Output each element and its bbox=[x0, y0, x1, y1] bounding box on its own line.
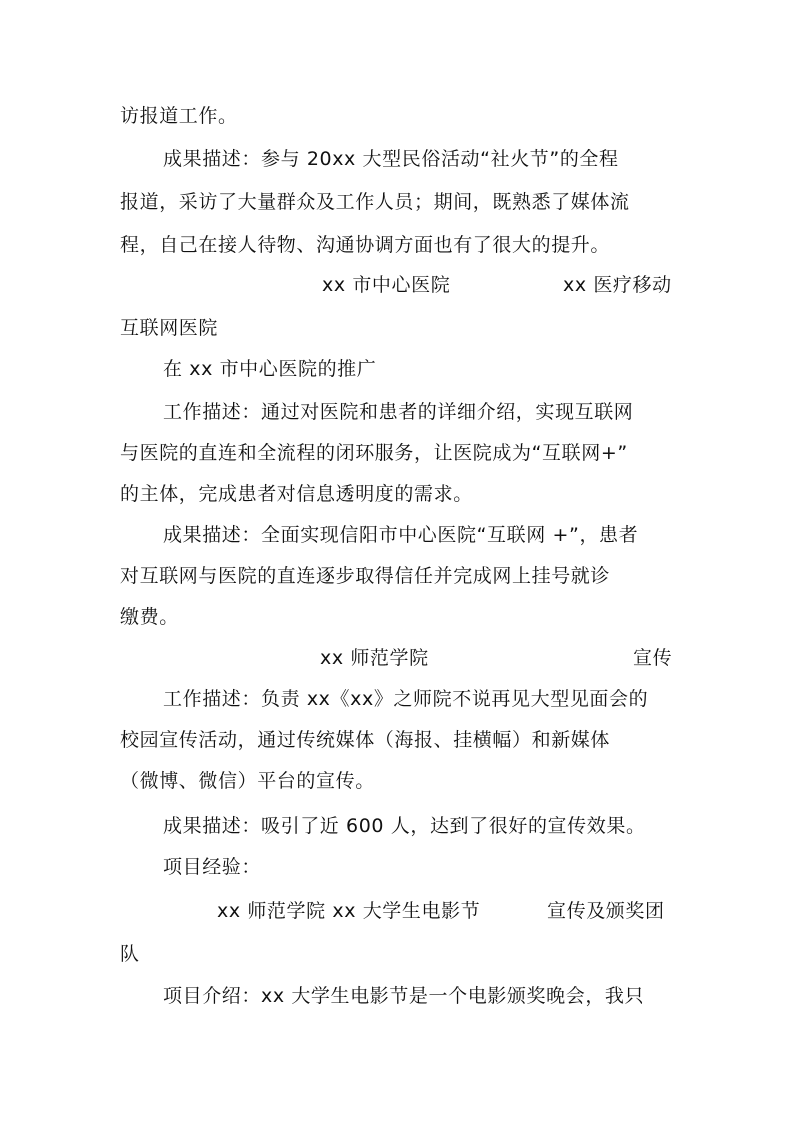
text-line: 对互联网与医院的直连逐步取得信任并完成网上挂号就诊 bbox=[120, 565, 611, 587]
text-line: 工作描述：通过对医院和患者的详细介绍，实现互联网 bbox=[163, 401, 634, 423]
text-line: xx 师范学院 xx 大学生电影节 bbox=[217, 900, 481, 922]
text-line: 报道，采访了大量群众及工作人员；期间，既熟悉了媒体流 bbox=[120, 191, 630, 213]
text-line: 项目经验： bbox=[163, 856, 262, 878]
text-line: 宣传及颁奖团 bbox=[547, 900, 665, 922]
text-line: 校园宣传活动，通过传统媒体（海报、挂横幅）和新媒体 bbox=[120, 729, 611, 751]
text-line: xx 医疗移动 bbox=[563, 274, 672, 296]
text-line: 在 xx 市中心医院的推广 bbox=[163, 358, 377, 380]
text-line: 互联网医院 bbox=[120, 317, 219, 339]
text-line: 工作描述：负责 xx《xx》之师院不说再见大型见面会的 bbox=[163, 688, 649, 710]
text-line: 与医院的直连和全流程的闭环服务，让医院成为“互联网+” bbox=[120, 442, 628, 464]
text-line: 成果描述：全面实现信阳市中心医院“互联网 +”，患者 bbox=[163, 524, 639, 546]
text-line: 缴费。 bbox=[120, 606, 179, 628]
text-line: 访报道工作。 bbox=[120, 105, 238, 127]
text-line: （微博、微信）平台的宣传。 bbox=[120, 770, 375, 792]
text-line: 队 bbox=[120, 943, 140, 965]
text-line: xx 师范学院 bbox=[320, 647, 429, 669]
text-line: 程，自己在接人待物、沟通协调方面也有了很大的提升。 bbox=[120, 234, 611, 256]
text-line: 宣传 bbox=[633, 647, 673, 669]
text-line: 成果描述：参与 20xx 大型民俗活动“社火节”的全程 bbox=[163, 148, 619, 170]
text-line: 成果描述：吸引了近 600 人，达到了很好的宣传效果。 bbox=[163, 815, 646, 837]
text-line: 的主体，完成患者对信息透明度的需求。 bbox=[120, 483, 473, 505]
text-line: xx 市中心医院 bbox=[322, 274, 451, 296]
text-line: 项目介绍：xx 大学生电影节是一个电影颁奖晚会，我只 bbox=[163, 985, 645, 1007]
